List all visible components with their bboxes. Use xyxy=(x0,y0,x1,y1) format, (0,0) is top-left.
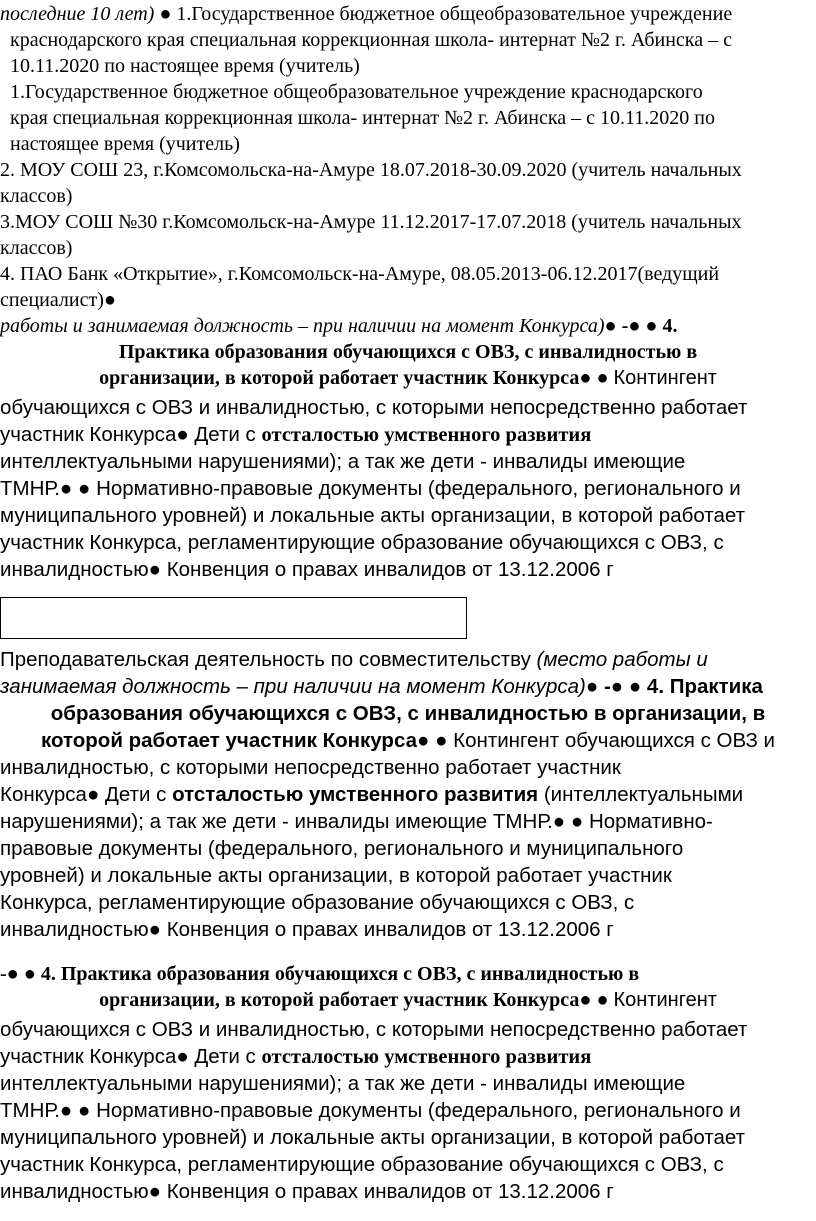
bullet-icon: ● ● xyxy=(552,810,589,833)
part-time-paragraph-line-1: инвалидностью, с которыми непосредственно работает участник xyxy=(0,756,621,779)
repeat-paragraph-line-3: интеллектуальными нарушениями); а так же дети - инвалиды имеющие xyxy=(0,1072,686,1095)
bullet-icon: ● xyxy=(148,918,167,941)
bullet-icon: ● ● xyxy=(417,729,454,752)
empty-text-box xyxy=(0,597,467,639)
work-history-line-2: краснодарского края специальная коррекционная школа- интернат №2 г. Абинска – с xyxy=(10,29,732,51)
bullet-icon: ● xyxy=(176,1045,195,1068)
bullet-icon: ● ● xyxy=(6,963,41,985)
bullet-icon: ● xyxy=(86,783,106,806)
work-history-line-1: последние 10 лет) ● 1.Государственное бюджетное общеобразовательное учреждение xyxy=(0,3,733,25)
work-history-line-8: классов) xyxy=(0,185,73,207)
part-time-heading-line-2: образования обучающихся с ОВЗ, с инвалидностью в организации, в xyxy=(50,702,766,725)
part-time-line-1: Преподавательская деятельность по совместительству (место работы и xyxy=(0,648,708,671)
work-history-line-9: 3.МОУ СОШ №30 г.Комсомольск-на-Амуре 11.12.2017-17.07.2018 (учитель начальных xyxy=(0,211,742,233)
work-history-line-4: 1.Государственное бюджетное общеобразовательное учреждение краснодарского xyxy=(10,81,703,103)
part-time-paragraph-line-7: инвалидностью● Конвенция о правах инвалидов от 13.12.2006 г xyxy=(0,918,614,941)
work-history-line-11: 4. ПАО Банк «Открытие», г.Комсомольск-на-Амуре, 08.05.2013-06.12.2017(ведущий xyxy=(0,263,720,285)
repeat-paragraph-line-1: обучающихся с ОВЗ и инвалидностью, с которыми непосредственно работает xyxy=(0,1018,748,1041)
work-history-line-13: работы и занимаемая должность – при наличии на момент Конкурса)● -● ● 4. xyxy=(0,315,678,337)
bullet-icon: ● ● xyxy=(579,367,614,389)
bullet-icon: ● xyxy=(585,675,604,698)
work-history-line-6: настоящее время (учитель) xyxy=(10,133,240,155)
section-heading-line-2: организации, в которой работает участник Конкурса● ● Контингент xyxy=(99,367,717,389)
bullet-icon: ● xyxy=(604,315,622,337)
bullet-icon: ● ● xyxy=(59,1099,97,1122)
bullet-icon: ● xyxy=(103,289,116,311)
repeat-heading-line-1: -● ● 4. Практика образования обучающихся с ОВЗ, с инвалидностью в xyxy=(0,963,640,985)
repeat-paragraph-line-2: участник Конкурса● Дети с отсталостью умственного развития xyxy=(0,1045,592,1068)
paragraph-line-5: муниципального уровней) и локальные акты организации, в которой работает xyxy=(0,504,745,527)
bullet-icon: ● xyxy=(148,558,167,581)
paragraph-line-6: участник Конкурса, регламентирующие образование обучающихся с ОВЗ, с xyxy=(0,531,724,554)
part-time-line-2: занимаемая должность – при наличии на момент Конкурса)● -● ● 4. Практика xyxy=(0,675,763,698)
work-history-line-7: 2. МОУ СОШ 23, г.Комсомольска-на-Амуре 18.07.2018-30.09.2020 (учитель начальных xyxy=(0,159,742,181)
bullet-icon: ● xyxy=(148,1180,167,1203)
bullet-icon: ● ● xyxy=(59,477,97,500)
paragraph-line-2: участник Конкурса● Дети с отсталостью умственного развития xyxy=(0,423,592,446)
repeat-paragraph-line-6: участник Конкурса, регламентирующие образование обучающихся с ОВЗ, с xyxy=(0,1153,724,1176)
work-history-line-5: края специальная коррекционная школа- интернат №2 г. Абинска – с 10.11.2020 по xyxy=(10,107,715,129)
part-time-heading-line-3: которой работает участник Конкурса● ● Контингент обучающихся с ОВЗ и xyxy=(40,729,776,752)
work-history-line-10: классов) xyxy=(0,237,73,259)
part-time-paragraph-line-3: нарушениями); а так же дети - инвалиды имеющие ТМНР.● ● Нормативно- xyxy=(0,810,713,833)
part-time-paragraph-line-6: Конкурса, регламентирующие образование обучающихся с ОВЗ, с xyxy=(0,891,635,914)
bullet-icon: ● ● xyxy=(579,989,614,1011)
section-heading-line-1: Практика образования обучающихся с ОВЗ, с инвалидностью в xyxy=(118,341,698,363)
part-time-paragraph-line-5: уровней) и локальные акты организации, в которой работает участник xyxy=(0,864,672,887)
paragraph-line-4: ТМНР.● ● Нормативно-правовые документы (федерального, регионального и xyxy=(0,477,741,500)
work-history-line-3: 10.11.2020 по настоящее время (учитель) xyxy=(10,55,360,77)
repeat-paragraph-line-7: инвалидностью● Конвенция о правах инвалидов от 13.12.2006 г xyxy=(0,1180,614,1203)
repeat-paragraph-line-5: муниципального уровней) и локальные акты организации, в которой работает xyxy=(0,1126,745,1149)
part-time-paragraph-line-2: Конкурса● Дети с отсталостью умственного развития (интеллектуальными xyxy=(0,783,744,806)
bullet-icon: ● ● xyxy=(610,675,647,698)
paragraph-line-1: обучающихся с ОВЗ и инвалидностью, с которыми непосредственно работает xyxy=(0,396,748,419)
paragraph-line-3: интеллектуальными нарушениями); а так же дети - инвалиды имеющие xyxy=(0,450,686,473)
part-time-paragraph-line-4: правовые документы (федерального, регионального и муниципального xyxy=(0,837,684,860)
bullet-icon: ● ● xyxy=(628,315,663,337)
bullet-icon: ● xyxy=(154,3,172,25)
repeat-heading-line-2: организации, в которой работает участник Конкурса● ● Контингент xyxy=(99,989,717,1011)
repeat-paragraph-line-4: ТМНР.● ● Нормативно-правовые документы (федерального, регионального и xyxy=(0,1099,741,1122)
paragraph-line-7: инвалидностью● Конвенция о правах инвалидов от 13.12.2006 г xyxy=(0,558,614,581)
work-history-line-12: специалист)● xyxy=(0,289,116,311)
bullet-icon: ● xyxy=(176,423,195,446)
